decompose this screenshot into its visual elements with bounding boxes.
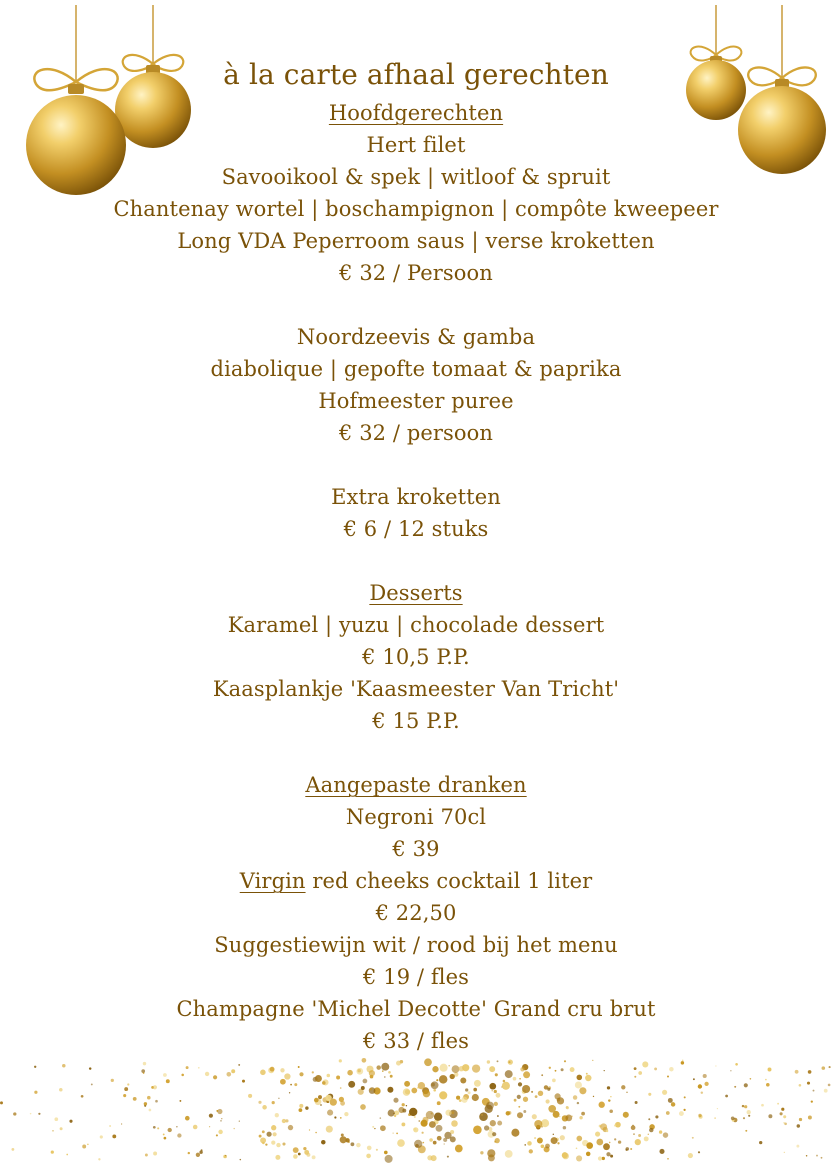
dish-line: diabolique | gepofte tomaat & paprika	[210, 357, 622, 381]
dish-line: Hert filet	[366, 133, 466, 157]
section-heading-mains: Hoofdgerechten	[328, 101, 504, 125]
dessert-price: € 15 P.P.	[372, 709, 460, 733]
drink-price: € 19 / fles	[363, 965, 469, 989]
drink-price: € 39	[392, 837, 440, 861]
drink-name	[0, 868, 832, 894]
dish-price: € 32 / Persoon	[339, 261, 493, 285]
drink-name-rest: red cheeks cocktail 1 liter	[305, 869, 593, 893]
section-heading-drinks: Aangepaste dranken	[305, 773, 527, 797]
gold-glitter-icon	[0, 1055, 832, 1165]
drink-name: Suggestiewijn wit / rood bij het menu	[214, 933, 618, 957]
dessert-name: Kaasplankje 'Kaasmeester Van Tricht'	[212, 677, 620, 701]
dish-line: Savooikool & spek | witloof & spruit	[221, 165, 611, 189]
drink-price: € 22,50	[375, 901, 457, 925]
extra-name: Extra kroketten	[331, 485, 501, 509]
dish-line: Noordzeevis & gamba	[296, 325, 536, 349]
drink-name: Negroni 70cl	[345, 805, 487, 829]
dish-line: Long VDA Peperroom saus | verse kroketten	[177, 229, 655, 253]
drink-name: Champagne 'Michel Decotte' Grand cru brut	[176, 997, 656, 1021]
dessert-price: € 10,5 P.P.	[362, 645, 470, 669]
dessert-name: Karamel | yuzu | chocolade dessert	[227, 613, 605, 637]
menu-title: à la carte afhaal gerechten	[223, 58, 609, 91]
section-heading-desserts: Desserts	[369, 581, 463, 605]
drink-price: € 33 / fles	[363, 1029, 469, 1053]
dish-price: € 32 / persoon	[338, 421, 494, 445]
extra-price: € 6 / 12 stuks	[343, 517, 489, 541]
dish-line: Hofmeester puree	[318, 389, 514, 413]
drink-name-underlined: Virgin	[239, 869, 306, 893]
dish-line: Chantenay wortel | boschampignon | compôte kweepeer	[113, 197, 719, 221]
